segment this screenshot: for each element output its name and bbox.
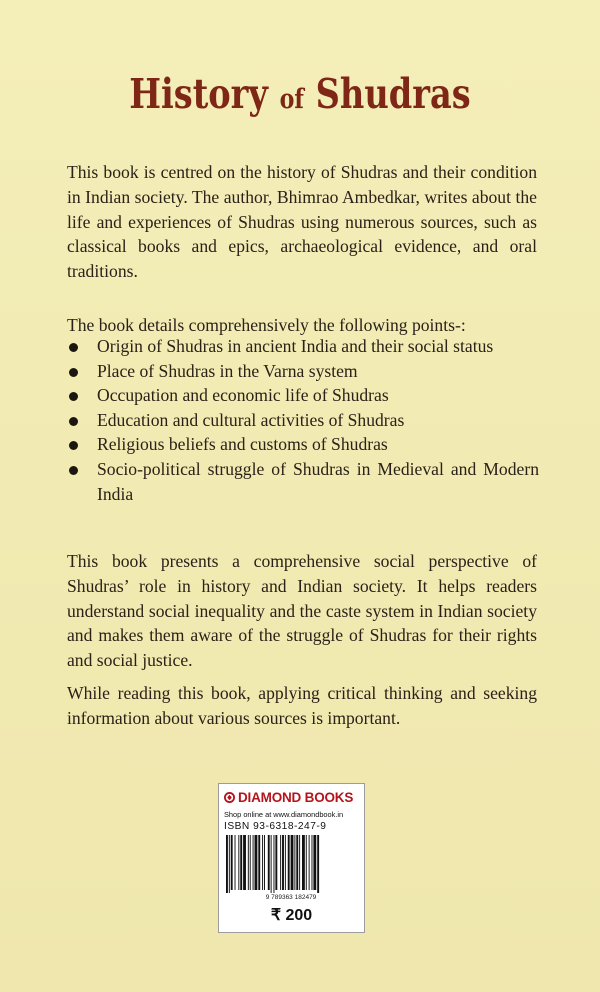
barcode-digits: 9 789363 182479	[265, 894, 317, 901]
barcode-bar	[280, 835, 281, 890]
barcode-bar	[302, 835, 305, 890]
barcode-bar	[243, 835, 246, 890]
list-item: Education and cultural activities of Shudras	[67, 408, 539, 433]
title-part-history: History	[129, 70, 280, 118]
isbn-number: ISBN 93-6318-247-9	[224, 821, 327, 832]
bullet-icon	[69, 392, 78, 401]
publisher-logo	[224, 790, 353, 805]
barcode-bar	[282, 835, 284, 890]
shop-online-text: Shop online at www.diamondbook.in	[224, 810, 344, 819]
barcode-bar	[285, 835, 286, 890]
barcode-bar	[271, 835, 272, 893]
list-item: Place of Shudras in the Varna system	[67, 359, 539, 384]
barcode-bar	[229, 835, 230, 893]
barcode-bar	[268, 835, 270, 890]
list-item: Socio-political struggle of Shudras in Medieval and Modern India	[67, 457, 539, 506]
barcode-bar	[317, 835, 319, 893]
perspective-paragraph: This book presents a comprehensive social perspective of Shudras’ role in history and Indian society. It helps readers understand social inequality and the caste system in Indian society and makes them aware of the struggle of Shudras for their rights and social justice.	[67, 551, 537, 671]
bullet-icon	[69, 466, 78, 475]
bullet-icon	[69, 368, 78, 377]
intro-text: This book is centred on the history of Shudras and their condition in Indian society. The author, Bhimrao Ambedkar, writes about the life and experiences of Shudras using numerous sources, such as classical books and epics, archaeological evidence, and oral traditions.	[67, 162, 537, 282]
barcode-bar	[264, 835, 265, 890]
barcode-bar	[248, 835, 249, 890]
barcode-bar	[250, 835, 251, 890]
barcode-bar	[253, 835, 254, 890]
barcode-bar	[309, 835, 310, 890]
barcode-bar	[258, 835, 260, 890]
bullet-icon	[69, 343, 78, 352]
barcode-bar	[240, 835, 242, 890]
barcode-bar	[262, 835, 263, 890]
bullet-icon	[69, 417, 78, 426]
barcode-label	[218, 783, 365, 933]
price-tag: ₹ 200	[270, 907, 313, 924]
barcode-bar	[291, 835, 294, 890]
bullet-icon	[69, 441, 78, 450]
barcode-bar	[312, 835, 313, 890]
barcode-bar	[238, 835, 239, 890]
barcode-bar	[255, 835, 258, 890]
barcode-bar	[274, 835, 275, 893]
critical-thinking-paragraph: While reading this book, applying critical thinking and seeking information about various sources is important.	[67, 683, 537, 728]
barcode-bar	[296, 835, 298, 890]
list-item: Origin of Shudras in ancient India and their social status	[67, 334, 539, 359]
points-list	[67, 334, 539, 506]
barcode-bar	[294, 835, 295, 890]
list-item: Religious beliefs and customs of Shudras	[67, 432, 539, 457]
barcode-bar	[288, 835, 290, 890]
title-part-shudras: Shudras	[303, 70, 471, 118]
barcode-bar	[313, 835, 316, 890]
barcode-bar	[299, 835, 300, 890]
barcode-image	[224, 835, 358, 901]
points-intro: The book details comprehensively the following points-:	[67, 315, 466, 335]
barcode-bar	[231, 835, 233, 890]
barcode-bar	[226, 835, 228, 893]
barcode-bar	[235, 835, 236, 890]
list-item: Occupation and economic life of Shudras	[67, 383, 539, 408]
barcode-bar	[275, 835, 277, 890]
barcode-bar	[306, 835, 307, 890]
diamond-icon	[224, 792, 235, 803]
book-title	[54, 70, 546, 118]
title-part-of: of	[279, 84, 304, 115]
intro-paragraph	[67, 160, 537, 284]
publisher-name: DIAMOND BOOKS	[238, 790, 354, 805]
